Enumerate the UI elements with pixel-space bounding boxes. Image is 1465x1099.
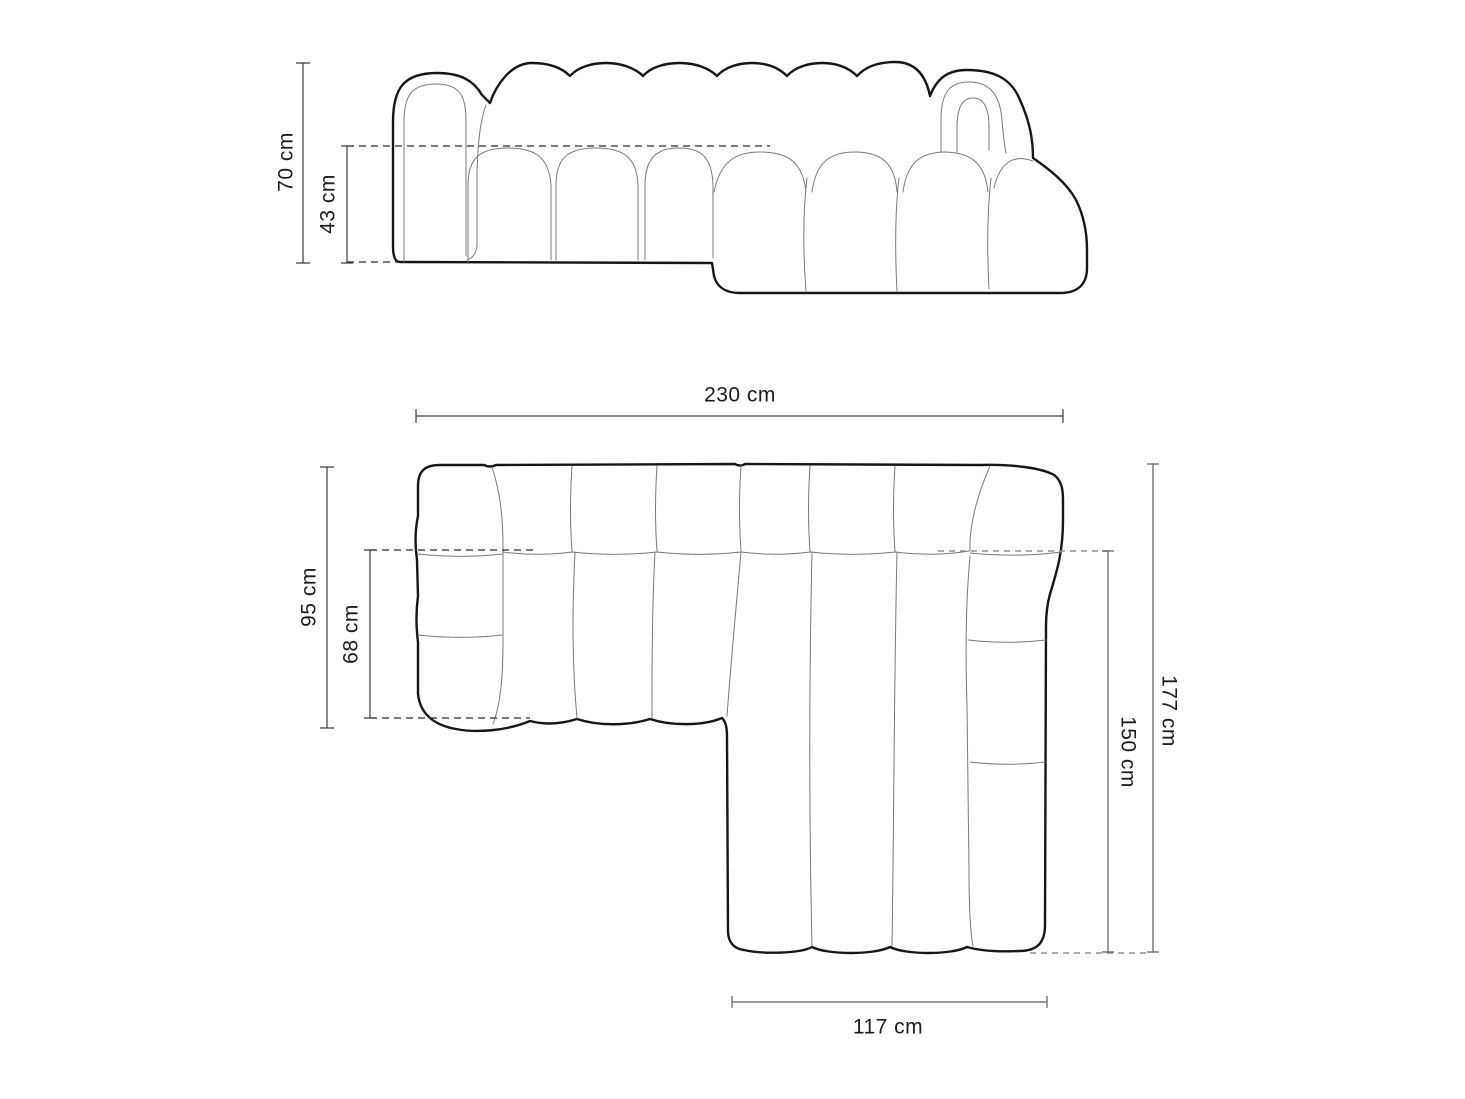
dim-line-chaise-length [1102,551,1114,952]
dim-label-total-side-depth: 177 cm [1157,675,1181,747]
dim-line-overall-depth [320,467,334,728]
dim-line-overall-width [416,409,1063,423]
dim-line-seat-depth [364,550,376,718]
top-view-outline [416,464,1063,953]
dim-line-seat-height [341,146,353,263]
dim-line-total-side-depth [1147,464,1159,952]
dim-label-seat-height: 43 cm [316,174,340,234]
dim-label-chaise-width: 117 cm [852,1015,924,1039]
top-view [298,384,1181,1039]
front-view-outline [393,62,1087,293]
top-view-seams [418,465,1061,946]
dim-line-overall-height [296,63,310,263]
front-view-dashed-lines [347,146,770,262]
front-view [275,62,1087,293]
front-view-seams [404,82,1033,291]
dim-label-overall-height: 70 cm [274,132,298,192]
dim-label-overall-width: 230 cm [704,383,776,407]
dim-line-chaise-width [732,996,1047,1008]
top-view-dashed-dark [370,550,537,718]
dim-label-seat-depth: 68 cm [339,604,363,664]
dim-label-chaise-length: 150 cm [1116,716,1140,788]
dim-label-overall-depth: 95 cm [297,567,321,627]
